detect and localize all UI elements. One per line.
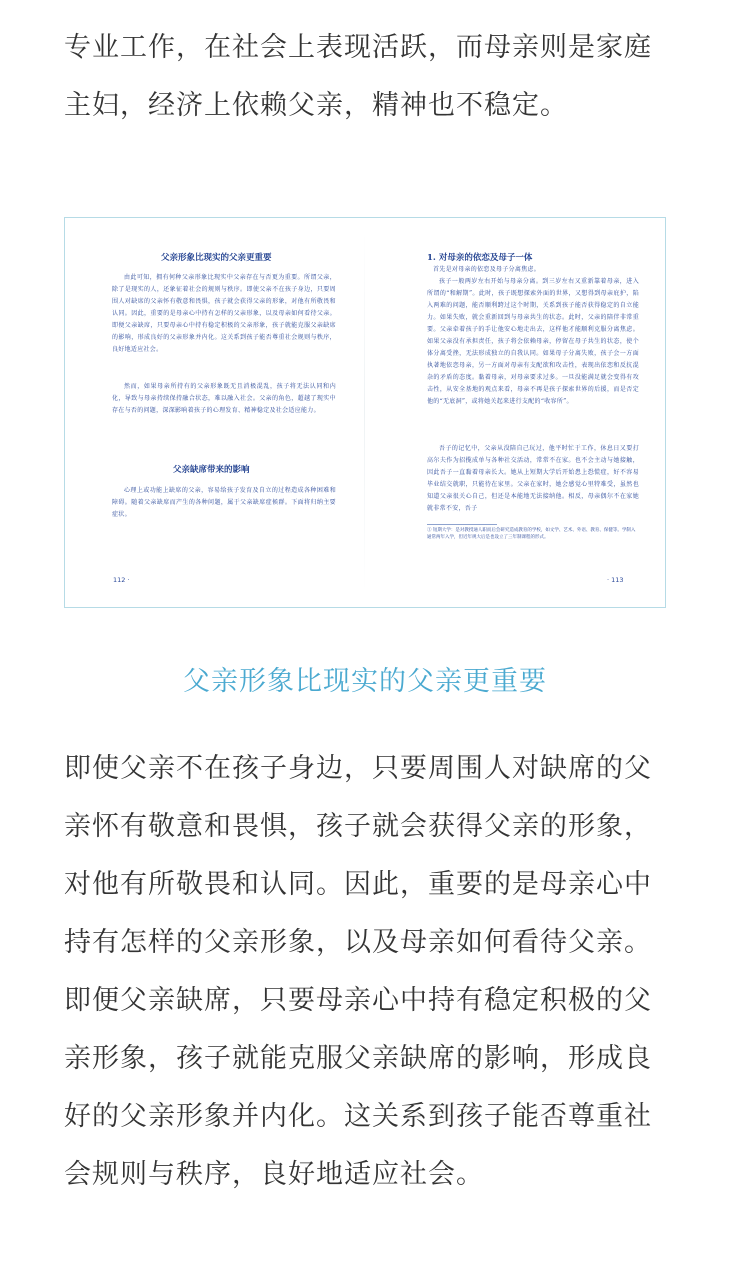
image-caption: 父亲形象比现实的父亲更重要 [183, 666, 547, 697]
book-paragraph: 孩子一般两岁左右开始与母亲分离。到三岁左右又重新靠着母亲，进入所谓的“和解期”。此时，孩子既想探索外面的世界，又想得到母亲庇护，陷入两难的问题，能否顺利跨过这个时期，关系到孩子能否获得稳定的自立能力。如果失败，就会重新回到与母亲共生的状态。此时，父亲的陪伴非常重要。父亲牵着孩子的手让他安心地走出去，这样他才能顺利克服分离焦虑。如果父亲没有承担责任，孩子将会依赖母亲，停留在母子共生的状态，使个体分离受挫，无法形成独立的自我认同。如果母子分离失败，孩子会一方面执著地依恋母亲，另一方面对母亲有支配欲和攻击性，表现出依恋和反抗混杂的矛盾的态度。黏着母亲，对母亲要求过多。一旦没能满足就会变得有攻击性，从安全基地的观点来看，母亲不再是孩子探索世界的后援，而是否定他的“无底洞”，或将她关起来进行支配的“收容所”。 [427, 278, 639, 405]
book-heading-father-image: 父亲形象比现实的父亲更重要 [161, 253, 272, 263]
page-number-left: 112 · [113, 576, 130, 584]
book-paragraph: 首先是对母亲的依恋及母子分离焦虑。 [433, 266, 541, 273]
book-paragraph: 心理上或功能上缺席的父亲，容易给孩子发育及自立的过程造成各种困难和障碍。随着父亲缺席而产生的各种问题，属于父亲缺席症候群。下面将归纳主要症状。 [112, 487, 336, 518]
main-paragraph: 即使父亲不在孩子身边，只要周围人对缺席的父亲怀有敬意和畏惧，孩子就会获得父亲的形象，对他有所敬畏和认同。因此，重要的是母亲心中持有怎样的父亲形象，以及母亲如何看待父亲。即便父亲缺席，只要母亲心中持有稳定积极的父亲形象，孩子就能克服父亲缺席的影响，形成良好的父亲形象并内化。这关系到孩子能否尊重社会规则与秩序，良好地适应社会。 [64, 753, 652, 1190]
book-heading-attachment: 1. 对母亲的依恋及母子一体 [427, 253, 533, 263]
book-heading-father-absence: 父亲缺席带来的影响 [173, 465, 250, 475]
page-number-right: · 113 [607, 576, 624, 584]
book-footnote: ① 短期大学：是对教授通人职而后会研究造成教育的学校，如文学、艺术、外语、教育、保健等。学制入通常两年入学，但近年规大后是也设立了三年制课程的形式。 [427, 528, 636, 540]
footnote-divider [427, 524, 497, 525]
book-paragraph: 吾子的记忆中，父亲从没陪自己玩过，他平时忙于工作，休息日又要打高尔夫作为招揽成单与各种社交活动，常常不在家。也不会主动与她接触，因此吾子一直黏着母亲长大。她从上短期大学后开始患上恐慌症，好不容易毕业结交就职，只能待在家里。父亲在家时，她会感觉心里特难受，虽然也知道父亲很关心自己，但还是本能地无法接纳他。相反，母亲偶尔不在家她就非常不安，吾子 [427, 445, 639, 512]
cut-off-text-line [64, 0, 674, 7]
book-left-page [65, 218, 364, 607]
book-paragraph: 由此可知，拥有何种父亲形象比现实中父亲存在与否更为重要。所谓父亲，除了是现实的人，还象征着社会的规则与秩序。即使父亲不在孩子身边，只要周围人对缺席的父亲怀有敬意和畏惧，孩子就会获得父亲的形象，对他有所敬畏和认同。因此，重要的是母亲心中持有怎样的父亲形象，以及母亲如何看待父亲。即便父亲缺席，只要母亲心中持有稳定积极的父亲形象，孩子就能克服父亲缺席的影响，形成良好的父亲形象并内化。这关系到孩子能否尊重社会规则与秩序，良好地适应社会。 [112, 274, 336, 353]
book-spread-image [64, 217, 666, 608]
book-paragraph: 然而，如果母亲所持有的父亲形象既无且消极混乱，孩子将无法认同和内化，导致与母亲持续保持融合状态，难以融入社会。父亲的角色，超越了现实中存在与否的问题，深深影响着孩子的心理发育、精神稳定及社会适应能力。 [112, 383, 336, 414]
book-right-page [365, 218, 664, 607]
intro-paragraph: 专业工作，在社会上表现活跃，而母亲则是家庭主妇，经济上依赖父亲，精神也不稳定。 [64, 32, 652, 121]
